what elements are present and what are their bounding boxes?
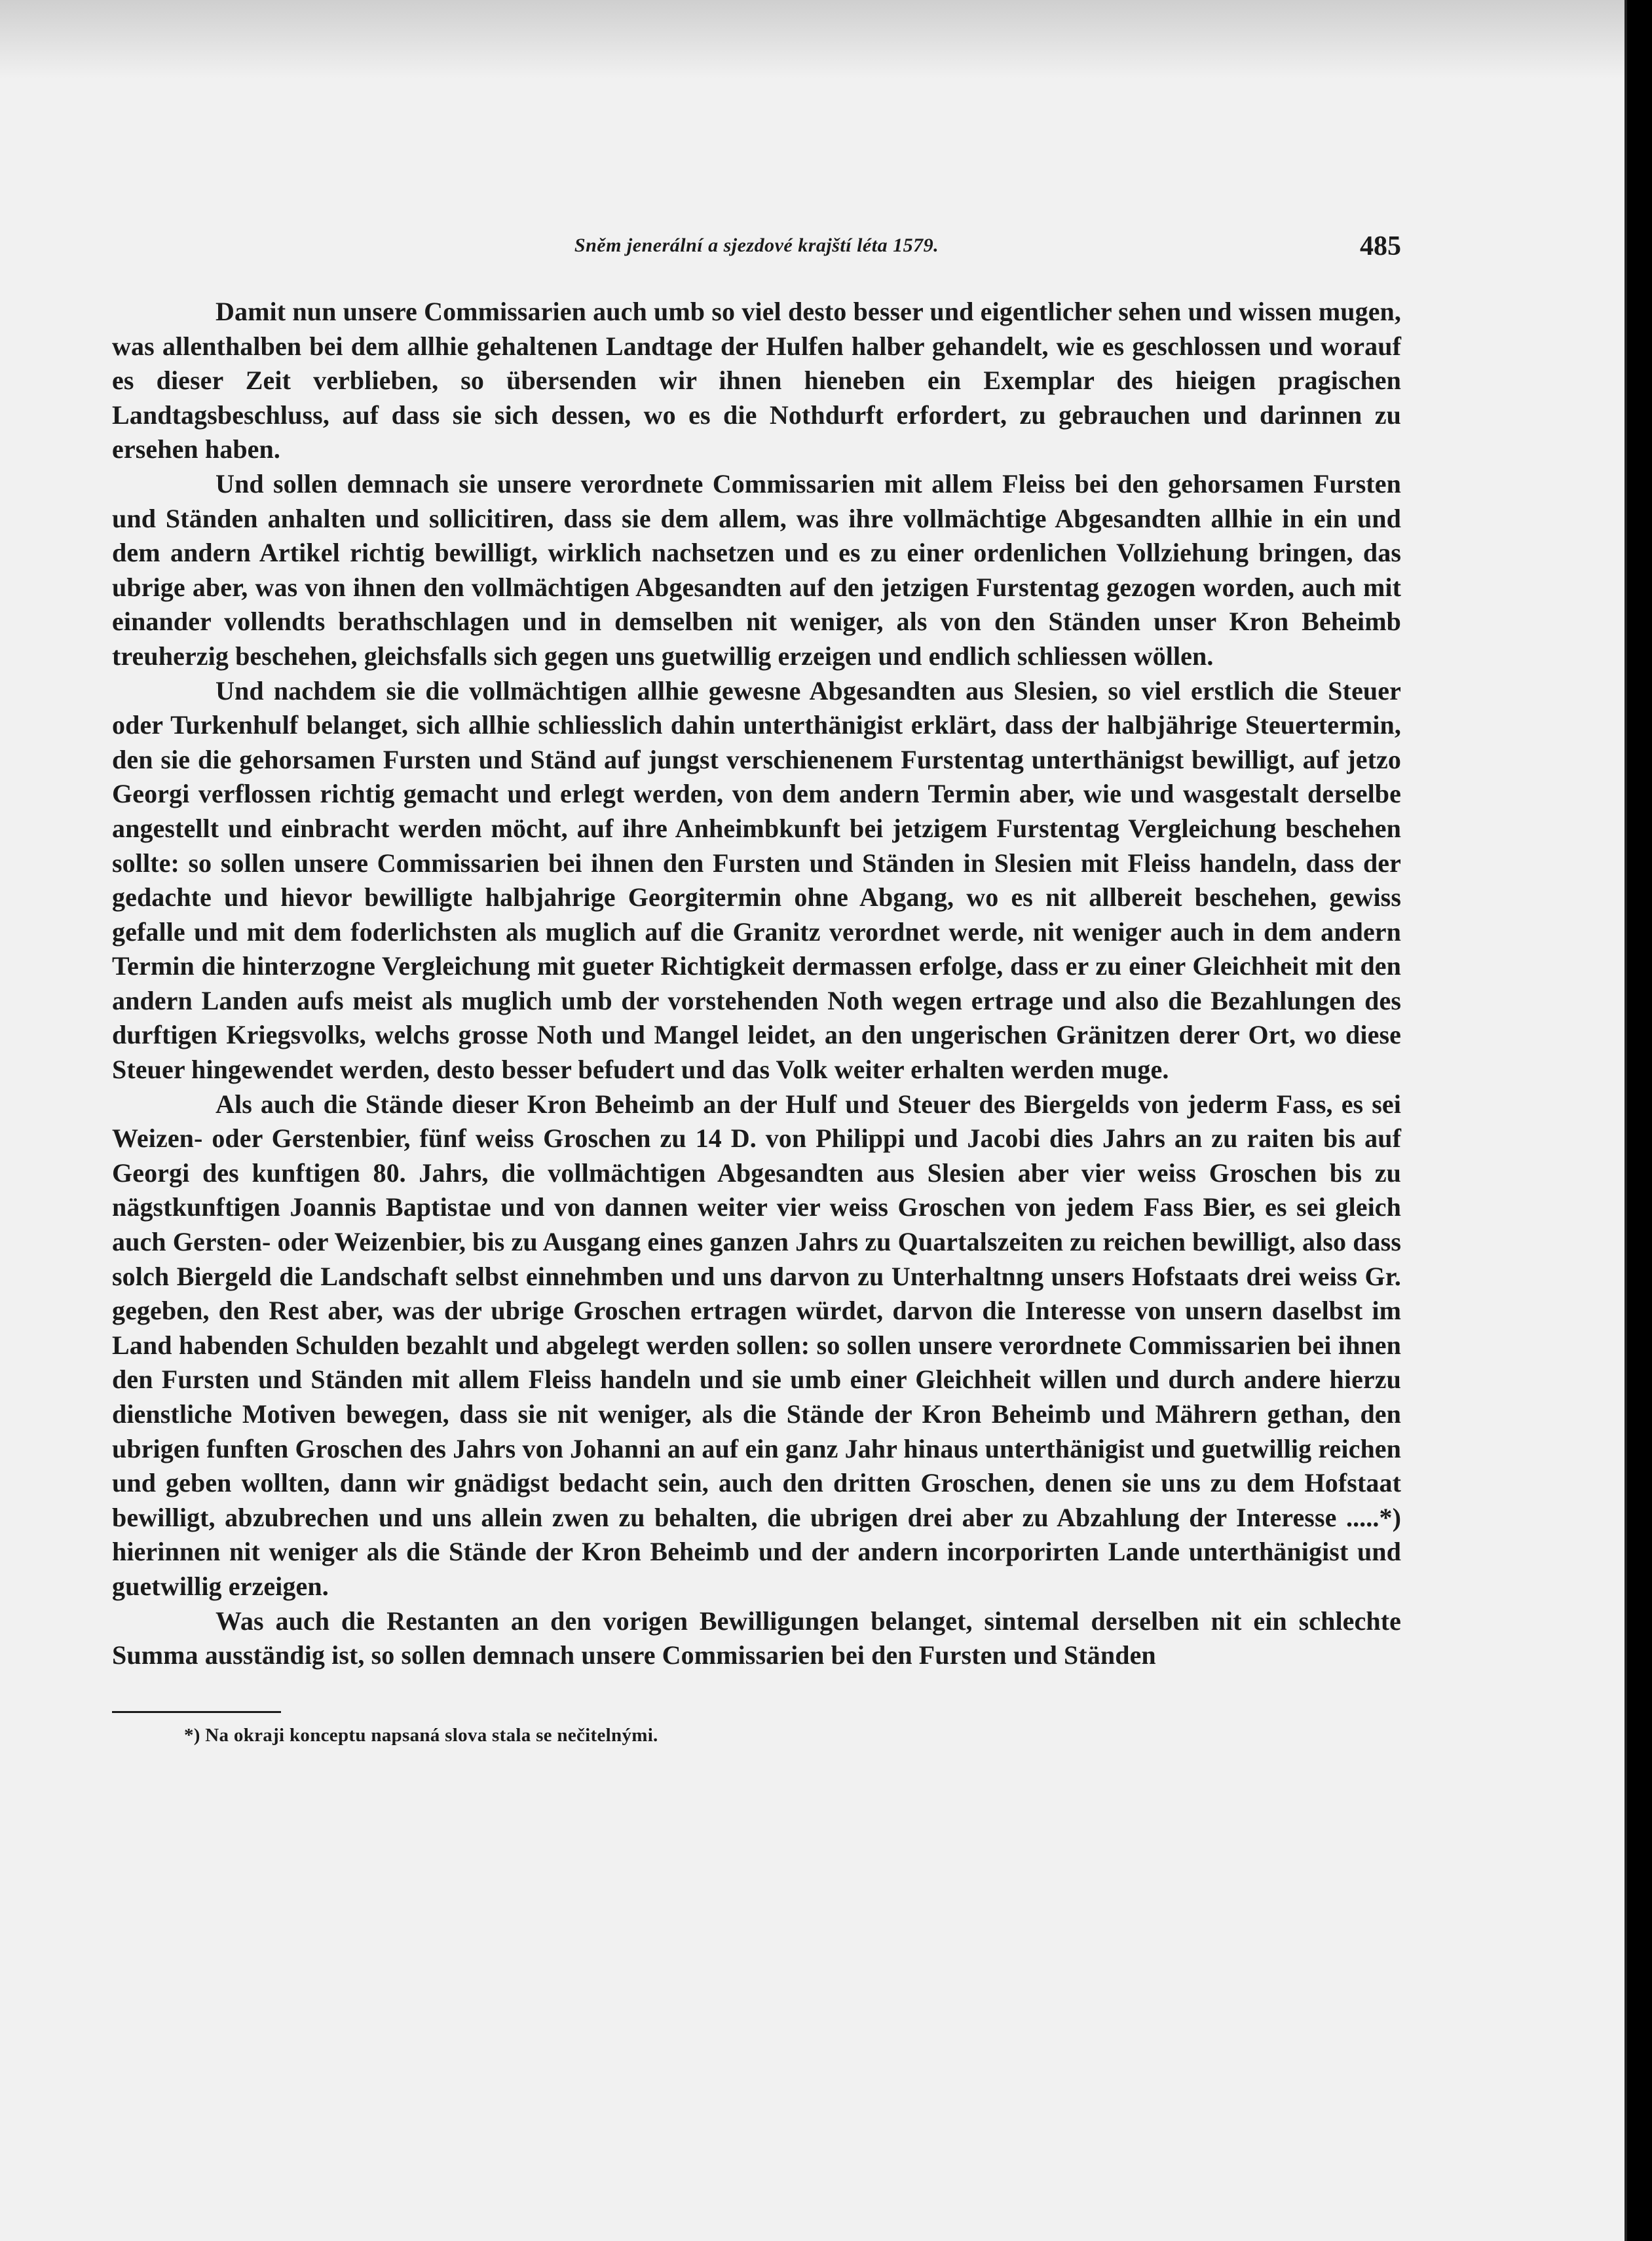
footnote-divider [112, 1711, 281, 1713]
paragraph-5: Was auch die Restanten an den vorigen Bewilligungen belanget, sintemal derselben nit ein schlechte Summa ausständig ist, so sollen demnach unsere Commissarien bei den Fursten und Ständen [112, 1606, 1401, 1670]
page-number: 485 [1360, 231, 1401, 261]
running-title: Sněm jenerální a sjezdové krajští léta 1579. [574, 235, 939, 256]
body-text [112, 295, 1401, 1673]
paragraph-4: Als auch die Stände dieser Kron Beheimb an der Hulf und Steuer des Biergelds von jederm Fass, es sei Weizen- oder Gerstenbier, fünf weiss Groschen zu 14 D. von Philippi und Jacobi dies Jahrs an zu raiten bis auf Georgi des kunftigen 80. Jahrs, die vollmächtigen Abgesandten aus Slesien aber vier weiss Groschen bis zu nägstkunftigen Joannis Baptistae und von dannen weiter vier weiss Groschen von jedem Fass Bier, es sei gleich auch Gersten- oder Weizenbier, bis zu Ausgang eines ganzen Jahrs zu Quartalszeiten zu reichen bewilligt, also dass solch Biergeld die Landschaft selbst einnehmben und uns darvon zu Unterhaltnng unsers Hofstaats drei weiss Gr. gegeben, den Rest aber, was der ubrige Groschen ertragen würdet, darvon die Interesse von unsern daselbst im Land habenden Schulden bezahlt und abgelegt werden sollen: so sollen unsere verordnete Commissarien bei ihnen den Fursten und Ständen mit allem Fleiss handeln und sie umb einer Gleichheit willen und durch andere hierzu dienstliche Motiven bewegen, dass sie nit weniger, als die Stände der Kron Beheimb und Mährern gethan, den ubrigen funften Groschen des Jahrs von Johanni an auf ein ganz Jahr hinaus unterthänigist und guetwillig reichen und geben wollten, dann wir gnädigst bedacht sein, auch den dritten Groschen, denen sie uns zu dem Hofstaat bewilligt, abzubrechen und uns allein zwen zu behalten, die ubrigen drei aber zu Abzahlung der Interesse .....*) hierinnen nit weniger als die Stände der Kron Beheimb und der andern incorporirten Lande unterthänigist und guetwillig erzeigen. [112, 1089, 1401, 1601]
paragraph-1: Damit nun unsere Commissarien auch umb so viel desto besser und eigentlicher sehen und wissen mugen, was allenthalben bei dem allhie gehaltenen Landtage der Hulfen halber gehandelt, wie es geschlossen und worauf es dieser Zeit verblieben, so übersenden wir ihnen hieneben ein Exemplar des hieigen pragischen Landtagsbeschluss, auf dass sie sich dessen, wo es die Nothdurft erfordert, zu gebrauchen und darinnen zu ersehen haben. [112, 297, 1401, 464]
scan-shadow [0, 0, 1624, 79]
page-content [112, 231, 1401, 1746]
paragraph-2: Und sollen demnach sie unsere verordnete Commissarien mit allem Fleiss bei den gehorsamen Fursten und Ständen anhalten und sollicitiren, dass sie dem allem, was ihre vollmächtige Abgesandten allhie in ein und dem andern Artikel richtig bewilligt, wirklich nachsetzen und es zu einer ordenlichen Vollziehung bringen, das ubrige aber, was von ihnen den vollmächtigen Abgesandten auf den jetzigen Furstentag gezogen worden, auch mit einander vollendts berathschlagen und in demselben nit weniger, als von den Ständen unser Kron Beheimb treuherzig beschehen, gleichsfalls sich gegen uns guetwillig erzeigen und endlich schliessen wöllen. [112, 468, 1401, 671]
page-header [112, 231, 1401, 270]
paragraph-3: Und nachdem sie die vollmächtigen allhie gewesne Abgesandten aus Slesien, so viel erstlich die Steuer oder Turkenhulf belanget, sich allhie schliesslich dahin unterthänigist erklärt, dass der halbjährige Steuertermin, den sie die gehorsamen Fursten und Ständ auf jungst verschienenem Furstentag unterthänigst bewilligt, auf jetzo Georgi verflossen richtig gemacht und erlegt werden, von dem andern Termin aber, wie und wasgestalt derselbe angestellt und einbracht werden möcht, auf ihre Anheimbkunft bei jetzigem Furstentag Vergleichung beschehen sollte: so sollen unsere Commissarien bei ihnen den Fursten und Ständen in Slesien mit Fleiss handeln, dass der gedachte und hievor bewilligte halbjahrige Georgitermin ohne Abgang, wo es nit allbereit beschehen, gewiss gefalle und mit dem foderlichsten als muglich auf die Granitz verordnet werde, nit weniger auch in dem andern Termin die hinterzogne Vergleichung mit gueter Richtigkeit dermassen erfolge, dass er zu einer Gleichheit mit den andern Landen aufs meist als muglich umb der vorstehenden Noth wegen ertrage und also die Bezahlungen des durftigen Kriegsvolks, welchs grosse Noth und Mangel leidet, an den ungerischen Gränitzen derer Ort, wo diese Steuer hingewendet werden, desto besser befudert und das Volk weiter erhalten werden muge. [112, 675, 1401, 1085]
footnote: *) Na okraji konceptu napsaná slova stala se nečitelnými. [184, 1724, 658, 1746]
